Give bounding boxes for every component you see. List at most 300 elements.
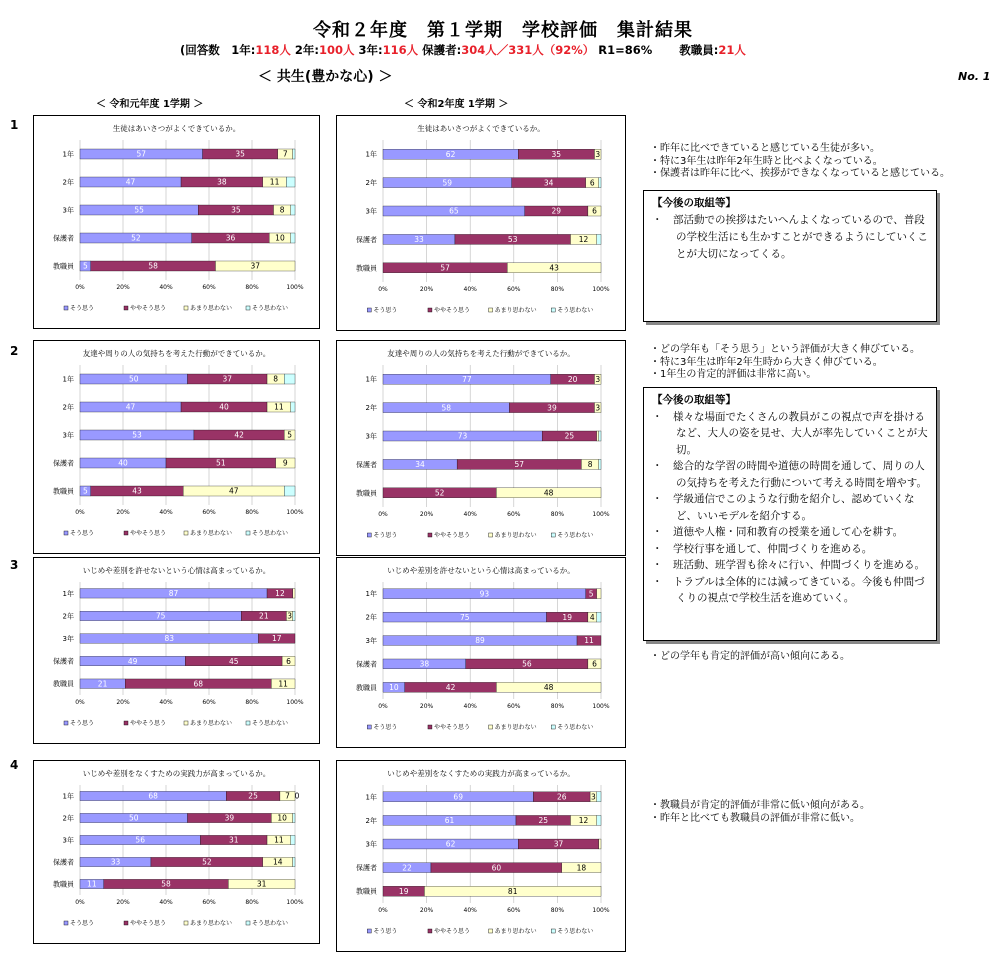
- legend-swatch: [184, 721, 188, 725]
- bar-segment-so-omowanai: [597, 815, 601, 825]
- category-label: 保護者: [356, 235, 377, 244]
- category-label: 2年: [62, 814, 74, 823]
- column-heading-r1: ＜ 令和元年度 1学期 ＞: [96, 99, 204, 110]
- data-label: 37: [250, 261, 260, 271]
- category-label: 1年: [62, 375, 74, 384]
- note-line: ・昨年に比べできていると感じている生徒が多い。: [650, 143, 880, 154]
- tick-label: 20%: [116, 899, 130, 906]
- category-label: 教職員: [53, 487, 74, 496]
- category-label: 1年: [365, 150, 377, 159]
- category-label: 2年: [62, 612, 74, 621]
- data-label: 47: [125, 402, 136, 412]
- tick-label: 40%: [463, 907, 477, 914]
- data-label: 34: [543, 178, 554, 188]
- category-label: 保護者: [356, 660, 377, 669]
- legend-swatch: [489, 929, 493, 933]
- chart-svg: [34, 558, 319, 743]
- tick-label: 20%: [419, 286, 434, 293]
- data-label: 25: [248, 791, 258, 801]
- legend-swatch: [551, 308, 555, 312]
- legend-label: そう思わない: [252, 305, 289, 312]
- tick-label: 0%: [75, 509, 85, 516]
- bar-segment-so-omowanai: [293, 813, 295, 822]
- tick-label: 0%: [378, 703, 388, 710]
- tick-label: 40%: [463, 286, 477, 293]
- data-label: 6: [592, 206, 597, 216]
- data-label: 45: [228, 656, 239, 666]
- data-label: 35: [551, 149, 562, 159]
- legend-swatch: [246, 306, 250, 310]
- data-label: 22: [402, 863, 412, 873]
- note-line: ・1年生の肯定的評価は非常に高い。: [650, 369, 817, 380]
- category-label: 1年: [365, 793, 377, 802]
- tick-label: 100%: [592, 907, 610, 914]
- legend-swatch: [184, 921, 188, 925]
- bar-segment-so-omowanai: [291, 233, 295, 243]
- data-label: 77: [462, 374, 472, 384]
- data-label: 11: [274, 835, 284, 845]
- legend-swatch: [489, 308, 493, 312]
- category-label: 教職員: [356, 489, 377, 498]
- data-label: 31: [228, 835, 239, 845]
- category-label: 3年: [365, 207, 377, 216]
- action-item: ・ トラブルは全体的には減ってきている。今後も仲間づくりの視点で学校生活を進めていく。: [652, 575, 925, 604]
- tick-label: 20%: [116, 284, 130, 291]
- category-label: 3年: [62, 431, 74, 440]
- legend-swatch: [551, 929, 555, 933]
- data-label: 39: [224, 813, 235, 823]
- bar-segment-amari-omowanai: [597, 589, 601, 599]
- legend-swatch: [64, 531, 68, 535]
- data-label: 43: [132, 486, 142, 496]
- count-value: 100人: [318, 43, 355, 57]
- data-label: 21: [97, 679, 108, 689]
- data-label: 20: [567, 374, 578, 384]
- tick-label: 20%: [116, 699, 130, 706]
- legend-label: そう思う: [373, 307, 398, 314]
- data-label: 7: [282, 149, 288, 159]
- note-line: ・どの学年も肯定的評価が高い傾向にある。: [650, 651, 850, 662]
- chart-svg: [337, 558, 625, 747]
- data-label: 56: [135, 835, 145, 845]
- legend-swatch: [367, 308, 371, 312]
- legend-label: そう思わない: [557, 724, 594, 731]
- category-label: 教職員: [53, 262, 74, 271]
- data-label: 3: [287, 611, 293, 621]
- bar-segment-so-omowanai: [284, 486, 295, 496]
- tick-label: 100%: [592, 511, 610, 518]
- chart-svg: [34, 116, 319, 328]
- legend-label: そう思わない: [557, 532, 594, 539]
- data-label: 50: [128, 813, 139, 823]
- chart-title: 生徒はあいさつがよくできているか。: [112, 124, 241, 133]
- data-label: 4: [589, 612, 595, 622]
- category-label: 3年: [365, 840, 377, 849]
- data-label: 59: [442, 178, 453, 188]
- tick-label: 60%: [507, 511, 521, 518]
- tick-label: 60%: [202, 899, 216, 906]
- column-heading-r2: ＜ 令和2年度 1学期 ＞: [404, 99, 509, 110]
- category-label: 1年: [365, 375, 377, 384]
- data-label: 19: [562, 612, 572, 622]
- tick-label: 80%: [245, 284, 259, 291]
- bar-segment-so-omowanai: [599, 431, 601, 441]
- tick-label: 60%: [507, 907, 521, 914]
- tick-label: 100%: [286, 284, 304, 291]
- bar-segment-amari-omowanai: [293, 589, 295, 598]
- category-label: 保護者: [356, 460, 377, 469]
- action-box-header: 【今後の取組等】: [652, 197, 736, 209]
- data-label: 42: [234, 430, 244, 440]
- category-label: 1年: [62, 589, 74, 598]
- legend-label: あまり思わない: [190, 530, 233, 537]
- data-label: 34: [415, 460, 425, 470]
- tick-label: 60%: [202, 699, 216, 706]
- data-label: 69: [453, 792, 463, 802]
- data-label: 35: [231, 205, 241, 215]
- data-label: 93: [479, 589, 490, 599]
- tick-label: 20%: [419, 511, 434, 518]
- legend-swatch: [428, 308, 432, 312]
- data-label: 39: [547, 403, 557, 413]
- data-label: 58: [161, 879, 171, 889]
- data-label: 10: [275, 233, 285, 243]
- section-heading: ＜ 共生(豊かな心) ＞: [258, 69, 393, 85]
- data-label: 0: [294, 791, 300, 801]
- data-label: 53: [132, 430, 142, 440]
- category-label: 教職員: [356, 683, 377, 692]
- tick-label: 80%: [245, 509, 259, 516]
- data-label: 37: [222, 374, 233, 384]
- tick-label: 60%: [202, 509, 216, 516]
- action-item: ・ 総合的な学習の時間や道徳の時間を通して、周りの人の気持ちを考えた行動について考える時間を増やす。: [652, 460, 927, 489]
- data-label: 11: [87, 879, 97, 889]
- data-label: 17: [271, 634, 282, 644]
- data-label: 14: [273, 857, 283, 867]
- tick-label: 40%: [159, 509, 173, 516]
- data-label: 52: [131, 233, 141, 243]
- data-label: 68: [193, 679, 204, 689]
- legend-label: そう思わない: [252, 920, 289, 927]
- legend-label: ややそう思う: [433, 532, 470, 539]
- action-item: ・ 道徳や人権・同和教育の授業を通して心を耕す。: [652, 526, 904, 538]
- bar-segment-so-omowanai: [599, 178, 601, 188]
- data-label: 50: [128, 374, 139, 384]
- note-line: ・特に3年生は昨年2年生時と比べよくなっている。: [650, 155, 883, 167]
- bar-segment-so-omowanai: [599, 459, 601, 469]
- data-label: 6: [592, 659, 597, 669]
- tick-label: 0%: [378, 511, 388, 518]
- data-label: 3: [595, 149, 601, 159]
- tick-label: 20%: [116, 509, 130, 516]
- action-item: ・ 学校行事を通して、仲間づくりを進める。: [652, 542, 873, 555]
- page-title: 令和２年度 第１学期 学校評価 集計結果: [313, 20, 693, 41]
- category-label: 保護者: [53, 459, 74, 468]
- bar-segment-so-omowanai: [291, 402, 295, 412]
- chart-title: いじめや差別を許せないという心情は高まっているか。: [387, 566, 575, 575]
- legend-label: あまり思わない: [494, 928, 537, 935]
- data-label: 60: [491, 863, 502, 873]
- legend-label: そう思う: [70, 305, 95, 312]
- count-value: 21人: [718, 43, 746, 57]
- tick-label: 20%: [419, 907, 434, 914]
- chart-q4-r1: [33, 760, 320, 944]
- data-label: 3: [590, 792, 596, 802]
- category-label: 2年: [62, 178, 74, 187]
- legend-label: ややそう思う: [433, 724, 470, 731]
- tick-label: 60%: [507, 286, 521, 293]
- legend-swatch: [428, 533, 432, 537]
- chart-title: 友達や周りの人の気持ちを考えた行動ができているか。: [387, 349, 575, 358]
- data-label: 75: [459, 612, 470, 622]
- category-label: 3年: [62, 836, 74, 845]
- data-label: 65: [449, 206, 459, 216]
- data-label: 75: [155, 611, 166, 621]
- data-label: 33: [110, 857, 121, 867]
- bar-segment-so-omowanai: [286, 177, 295, 187]
- data-label: 40: [118, 458, 128, 468]
- data-label: 35: [235, 149, 245, 159]
- legend-swatch: [124, 306, 128, 310]
- tick-label: 100%: [286, 899, 304, 906]
- data-label: 51: [216, 458, 226, 468]
- data-label: 5: [287, 430, 293, 440]
- data-label: 89: [475, 636, 485, 646]
- legend-label: そう思う: [70, 920, 95, 927]
- legend-label: あまり思わない: [190, 920, 233, 927]
- category-label: 2年: [62, 403, 74, 412]
- count-label: 2年:: [290, 43, 319, 57]
- data-label: 73: [457, 431, 468, 441]
- legend-swatch: [64, 721, 68, 725]
- data-label: 47: [228, 486, 239, 496]
- legend-swatch: [246, 721, 250, 725]
- chart-q3-r1: [33, 557, 320, 744]
- legend-swatch: [367, 929, 371, 933]
- legend-swatch: [428, 725, 432, 729]
- action-item: ・ 様々な場面でたくさんの教員がこの視点で声を掛けるなど、大人の姿を見せ、大人が率先していくことが大切。: [652, 410, 928, 456]
- chart-svg: [337, 761, 625, 951]
- tick-label: 20%: [419, 703, 434, 710]
- data-label: 8: [587, 460, 593, 470]
- legend-label: ややそう思う: [130, 720, 167, 727]
- tick-label: 40%: [159, 899, 173, 906]
- chart-svg: [337, 116, 625, 330]
- page-number: No. 1: [958, 70, 991, 83]
- chart-q2-r1: [33, 340, 320, 554]
- data-label: 49: [127, 656, 138, 666]
- bar-segment-so-omowanai: [291, 205, 295, 215]
- legend-swatch: [184, 306, 188, 310]
- data-label: 48: [543, 488, 554, 498]
- category-label: 2年: [365, 404, 377, 413]
- chart-title: いじめや差別をなくすための実践力が高まっているか。: [387, 769, 575, 778]
- data-label: 57: [514, 460, 525, 470]
- legend-label: あまり思わない: [190, 720, 233, 727]
- data-label: 47: [125, 177, 136, 187]
- data-label: 61: [444, 816, 455, 826]
- tick-label: 0%: [378, 286, 388, 293]
- category-label: 1年: [62, 150, 74, 159]
- category-label: 教職員: [53, 680, 74, 689]
- count-value: 116人: [382, 43, 419, 57]
- question-number-3: 3: [10, 558, 19, 572]
- category-label: 2年: [365, 613, 377, 622]
- data-label: 5: [82, 486, 88, 496]
- data-label: 52: [434, 488, 445, 498]
- bar-segment-amari-omowanai: [597, 431, 599, 441]
- chart-title: 友達や周りの人の気持ちを考えた行動ができているか。: [82, 349, 271, 358]
- data-label: 6: [286, 656, 291, 666]
- tick-label: 80%: [550, 511, 565, 518]
- tick-label: 100%: [286, 509, 304, 516]
- q2-notes: [650, 344, 920, 382]
- data-label: 68: [148, 791, 158, 801]
- data-label: 5: [82, 261, 88, 271]
- data-label: 83: [164, 634, 174, 644]
- chart-svg: [34, 761, 319, 943]
- tick-label: 100%: [592, 703, 610, 710]
- data-label: 11: [584, 636, 594, 646]
- data-label: 29: [551, 206, 562, 216]
- data-label: 55: [134, 205, 144, 215]
- tick-label: 60%: [507, 703, 521, 710]
- chart-q2-r2: [336, 340, 626, 556]
- data-label: 37: [553, 839, 564, 849]
- action-item: ・ 班活動、班学習も徐々に行い、仲間づくりを進める。: [652, 559, 925, 571]
- legend-label: ややそう思う: [130, 305, 167, 312]
- category-label: 教職員: [53, 880, 74, 889]
- data-label: 11: [274, 402, 284, 412]
- data-label: 40: [219, 402, 229, 412]
- data-label: 56: [522, 659, 532, 669]
- bar-segment-so-omowanai: [293, 857, 295, 866]
- tick-label: 40%: [463, 703, 477, 710]
- data-label: 18: [576, 863, 587, 873]
- tick-label: 0%: [75, 699, 85, 706]
- data-label: 36: [225, 233, 236, 243]
- category-label: 3年: [62, 206, 74, 215]
- category-label: 保護者: [53, 858, 74, 867]
- chart-svg: [34, 341, 319, 553]
- legend-label: そう思わない: [557, 928, 594, 935]
- data-label: 26: [556, 792, 567, 802]
- legend-swatch: [551, 533, 555, 537]
- tick-label: 100%: [286, 699, 304, 706]
- question-number-1: 1: [10, 118, 19, 132]
- legend-label: そう思わない: [252, 720, 289, 727]
- legend-swatch: [246, 921, 250, 925]
- data-label: 42: [445, 683, 456, 692]
- count-value: 118人: [255, 43, 291, 57]
- data-label: 3: [595, 403, 601, 413]
- bar-segment-so-omowanai: [284, 374, 295, 384]
- legend-label: ややそう思う: [433, 928, 470, 935]
- legend-swatch: [184, 531, 188, 535]
- data-label: 8: [273, 374, 279, 384]
- count-label: 3年:: [354, 43, 383, 57]
- data-label: 8: [279, 205, 285, 215]
- data-label: 57: [136, 149, 147, 159]
- category-label: 保護者: [53, 657, 74, 666]
- legend-label: ややそう思う: [130, 920, 167, 927]
- data-label: 38: [419, 659, 430, 669]
- data-label: 21: [259, 611, 269, 621]
- legend-label: あまり思わない: [190, 305, 233, 312]
- category-label: 3年: [365, 432, 377, 441]
- legend-swatch: [551, 725, 555, 729]
- data-label: 43: [549, 263, 559, 273]
- count-value: 304人／331人（92%）: [461, 43, 595, 57]
- chart-q1-r1: [33, 115, 320, 329]
- tick-label: 80%: [550, 703, 565, 710]
- category-label: 保護者: [53, 234, 74, 243]
- note-line: ・教職員が肯定的評価が非常に低い傾向がある。: [650, 800, 870, 811]
- q1-action-box: [643, 190, 937, 322]
- chart-q3-r2: [336, 557, 626, 748]
- action-item: ・ 部活動での挨拶はたいへんよくなっているので、普段の学校生活にも生かすことができるようにしていくことが大切になってくる。: [652, 214, 928, 260]
- data-label: 3: [595, 374, 601, 384]
- legend-swatch: [489, 725, 493, 729]
- tick-label: 60%: [202, 284, 216, 291]
- tick-label: 80%: [245, 899, 259, 906]
- legend-label: あまり思わない: [494, 532, 537, 539]
- bar-segment-so-omowanai: [597, 792, 601, 802]
- question-number-4: 4: [10, 758, 19, 772]
- data-label: 12: [275, 589, 285, 598]
- action-box-header: 【今後の取組等】: [652, 394, 736, 406]
- data-label: 62: [445, 149, 456, 159]
- data-label: 38: [217, 177, 227, 187]
- note-line: ・昨年と比べても教職員の評価が非常に低い。: [650, 812, 860, 824]
- legend-label: ややそう思う: [130, 530, 167, 537]
- chart-svg: [337, 341, 625, 555]
- q3-notes: [650, 651, 850, 664]
- tick-label: 0%: [75, 284, 85, 291]
- data-label: 5: [588, 589, 594, 599]
- data-label: 58: [441, 403, 451, 413]
- legend-swatch: [64, 921, 68, 925]
- note-line: ・どの学年も「そう思う」という評価が大きく伸びている。: [650, 344, 920, 355]
- data-label: 10: [389, 683, 399, 692]
- data-label: 12: [578, 816, 589, 826]
- category-label: 3年: [365, 637, 377, 645]
- legend-swatch: [124, 531, 128, 535]
- q4-notes: [650, 800, 870, 825]
- data-label: 7: [285, 791, 290, 801]
- chart-title: 生徒はあいさつがよくできているか。: [417, 124, 545, 133]
- legend-swatch: [64, 306, 68, 310]
- data-label: 62: [445, 839, 456, 849]
- tick-label: 40%: [463, 511, 477, 518]
- q2-action-box: [643, 387, 937, 641]
- legend-label: ややそう思う: [433, 307, 470, 314]
- data-label: 25: [564, 431, 575, 441]
- legend-label: そう思わない: [252, 530, 289, 537]
- category-label: 1年: [62, 792, 74, 801]
- legend-label: そう思う: [70, 530, 95, 537]
- note-line: ・特に3年生は昨年2年生時から大きく伸びている。: [650, 356, 883, 368]
- category-label: 2年: [365, 179, 377, 188]
- bar-segment-amari-omowanai: [599, 839, 601, 849]
- chart-q4-r2: [336, 760, 626, 952]
- data-label: 11: [269, 177, 280, 187]
- tick-label: 80%: [550, 286, 565, 293]
- chart-title: いじめや差別を許せないという心情は高まっているか。: [82, 566, 271, 575]
- data-label: 12: [578, 235, 589, 245]
- category-label: 保護者: [356, 864, 377, 873]
- response-counts: [180, 42, 746, 58]
